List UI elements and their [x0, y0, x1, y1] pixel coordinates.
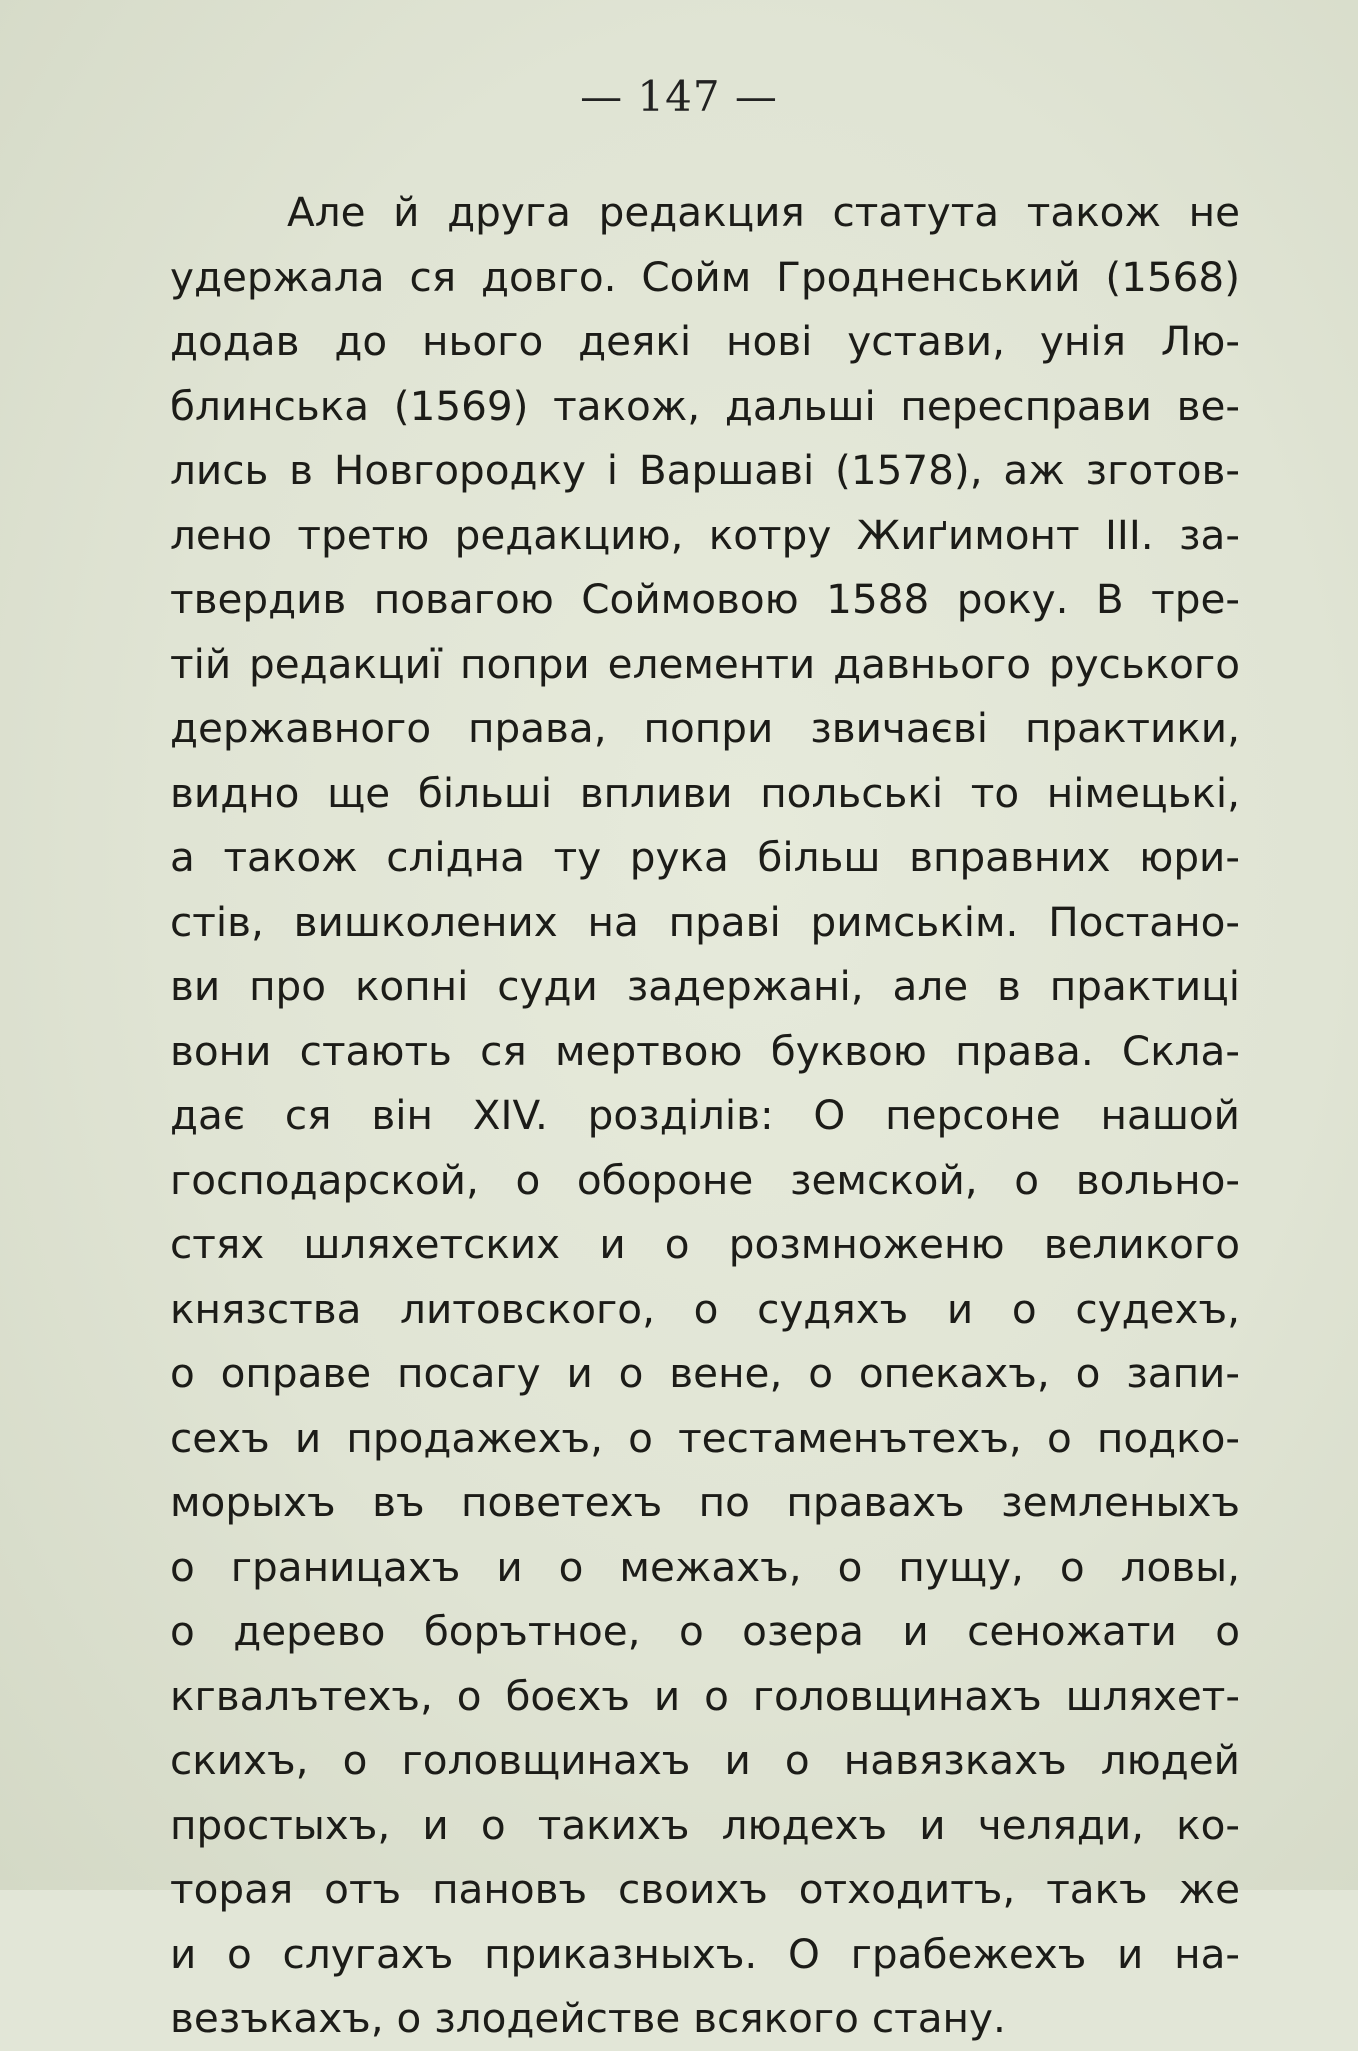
text-line: лись в Новгородку і Варшаві (1578), аж зготов-	[170, 446, 1240, 494]
text-line: ви про копні суди задержані, але в практиці	[170, 962, 1240, 1010]
text-line: стів, вишколених на праві римськім. Постано-	[170, 897, 1240, 946]
text-line: князства литовского, о судяхъ и о судехъ,	[170, 1284, 1240, 1333]
text-line: о дерево борътное, о озера и сеножати о	[170, 1607, 1240, 1655]
text-line: тій редакциї попри елементи давнього руського	[170, 639, 1240, 688]
text-line: скихъ, о головщинахъ и о навязкахъ людей	[170, 1736, 1240, 1784]
text-line: везъкахъ, о злодействе всякого стану.	[170, 1994, 1006, 2042]
text-line: державного права, попри звичаєві практики,	[170, 704, 1240, 752]
text-line: господарской, о обороне земской, о вольно-	[170, 1155, 1240, 1204]
text-line: удержала ся довго. Сойм Гродненський (1568)	[170, 252, 1240, 301]
text-line: додав до нього деякі нові устави, унія Лю-	[170, 317, 1240, 365]
text-line: стях шляхетских и о розмноженю великого	[170, 1220, 1240, 1268]
text-line: и о слугахъ приказныхъ. О грабежехъ и на-	[170, 1929, 1240, 1978]
text-line: а також слідна ту рука більш вправних юри-	[170, 833, 1240, 881]
text-line: дає ся він XIV. розділів: О персоне нашой	[170, 1091, 1240, 1139]
text-line: лено третю редакцию, котру Жиґимонт III. за-	[170, 510, 1240, 559]
text-line: простыхъ, и о такихъ людехъ и челяди, ко-	[170, 1800, 1240, 1849]
page-number: — 147 —	[580, 72, 778, 121]
text-line: вони стають ся мертвою буквою права. Скла-	[170, 1026, 1240, 1075]
text-line: о границахъ и о межахъ, о пущу, о ловы,	[170, 1542, 1240, 1591]
text-line: морыхъ въ поветехъ по правахъ земленыхъ	[170, 1478, 1240, 1526]
text-line: сехъ и продажехъ, о тестаменътехъ, о подко-	[170, 1413, 1240, 1462]
text-line: о оправе посагу и о вене, о опекахъ, о запи-	[170, 1349, 1240, 1397]
text-line: видно ще більші впливи польські то німецькі,	[170, 768, 1240, 817]
text-line: Але й друга редакция статута також не	[287, 188, 1240, 236]
text-line: торая отъ пановъ своихъ отходитъ, такъ же	[170, 1865, 1240, 1913]
text-line: блинська (1569) також, дальші пересправи ве-	[170, 381, 1240, 430]
text-line: кгвалътехъ, о боєхъ и о головщинахъ шляхет-	[170, 1671, 1240, 1720]
body-text	[170, 180, 1240, 2051]
text-line: твердив повагою Соймовою 1588 року. В тре-	[170, 575, 1240, 623]
